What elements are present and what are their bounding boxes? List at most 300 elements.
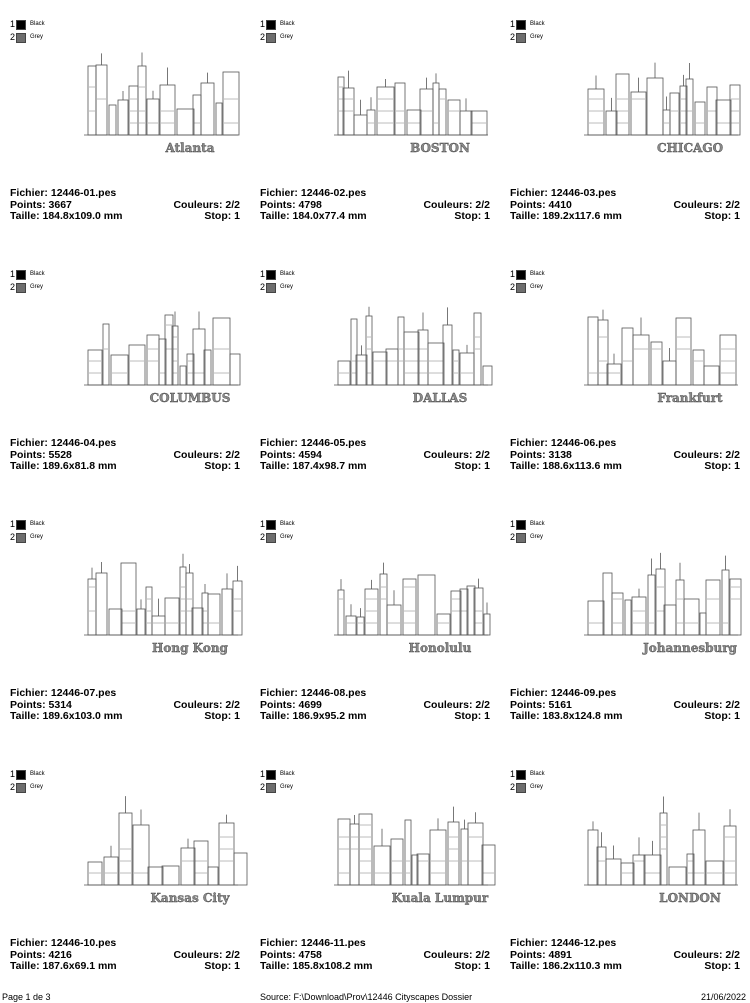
city-name-lettering: BOSTON — [410, 141, 470, 155]
size-label: Taille: — [260, 960, 290, 972]
legend-number: 1 — [10, 269, 16, 279]
city-name-lettering: Kuala Lumpur — [391, 891, 489, 905]
design-card — [500, 250, 750, 500]
color-swatch — [266, 20, 276, 30]
color-swatch — [516, 520, 526, 530]
city-name-lettering: Frankfurt — [657, 391, 723, 405]
legend-entry — [510, 18, 545, 31]
legend-entry — [10, 768, 45, 781]
stop-field — [704, 961, 740, 973]
legend-color-name: Black — [30, 771, 45, 777]
design-card — [250, 250, 500, 500]
legend-number: 2 — [260, 282, 266, 292]
legend-number: 1 — [260, 769, 266, 779]
size-field — [510, 211, 622, 223]
size-label: Taille: — [260, 210, 290, 222]
file-name: 12446-12.pes — [550, 937, 617, 949]
color-swatch — [266, 533, 276, 543]
legend-color-name: Black — [280, 521, 295, 527]
legend-number: 1 — [260, 19, 266, 29]
colors-label: Couleurs: — [423, 448, 473, 461]
legend-number: 1 — [510, 519, 516, 529]
color-legend — [10, 518, 45, 544]
file-label: Fichier: — [510, 937, 548, 949]
points-value: 3138 — [548, 448, 572, 461]
file-name: 12446-03.pes — [550, 187, 617, 199]
color-swatch — [516, 533, 526, 543]
city-name-lettering: Honolulu — [408, 641, 472, 655]
design-preview — [70, 290, 250, 410]
legend-entry — [510, 268, 545, 281]
color-legend — [260, 18, 295, 44]
colors-label: Couleurs: — [673, 948, 723, 961]
size-field — [10, 711, 122, 723]
skyline-image — [70, 290, 250, 410]
legend-entry — [260, 268, 295, 281]
points-value: 4758 — [298, 948, 322, 961]
file-name: 12446-05.pes — [300, 437, 367, 449]
city-name-lettering: CHICAGO — [656, 141, 724, 155]
stop-label: Stop: — [704, 960, 732, 972]
colors-label: Couleurs: — [673, 698, 723, 711]
size-field — [510, 461, 622, 473]
color-swatch — [516, 270, 526, 280]
legend-color-name: Grey — [530, 534, 544, 540]
source-path: Source: F:\Download\Prov\12446 Cityscapes Dossier — [260, 992, 473, 1002]
file-label: Fichier: — [260, 187, 298, 199]
legend-entry — [510, 768, 545, 781]
size-row — [510, 211, 740, 223]
color-swatch — [16, 533, 26, 543]
legend-color-name: Grey — [280, 784, 294, 790]
legend-color-name: Grey — [280, 534, 294, 540]
file-name: 12446-01.pes — [50, 187, 117, 199]
stop-value: 1 — [234, 460, 240, 472]
stop-field — [704, 461, 740, 473]
stop-field — [204, 961, 240, 973]
points-label: Points: — [260, 948, 296, 961]
legend-number: 2 — [510, 32, 516, 42]
skyline-drawing — [584, 63, 740, 135]
legend-number: 1 — [10, 519, 16, 529]
design-info — [510, 688, 740, 723]
design-card — [0, 750, 250, 1000]
legend-color-name: Grey — [30, 34, 44, 40]
design-info — [10, 188, 240, 223]
stop-value: 1 — [484, 210, 490, 222]
color-swatch — [16, 770, 26, 780]
legend-entry — [260, 31, 295, 44]
file-label: Fichier: — [10, 437, 48, 449]
points-label: Points: — [260, 448, 296, 461]
skyline-drawing — [84, 554, 242, 635]
file-name: 12446-11.pes — [300, 937, 366, 949]
size-row — [10, 961, 240, 973]
skyline-drawing — [584, 553, 741, 635]
legend-number: 1 — [510, 269, 516, 279]
skyline-drawing — [334, 807, 495, 885]
stop-label: Stop: — [704, 210, 732, 222]
points-value: 5161 — [548, 698, 572, 711]
skyline-image — [320, 40, 500, 160]
points-label: Points: — [260, 198, 296, 211]
size-label: Taille: — [510, 710, 540, 722]
legend-number: 2 — [10, 532, 16, 542]
colors-label: Couleurs: — [173, 198, 223, 211]
stop-label: Stop: — [704, 460, 732, 472]
file-name: 12446-06.pes — [550, 437, 617, 449]
legend-entry — [260, 518, 295, 531]
legend-entry — [10, 518, 45, 531]
color-swatch — [16, 20, 26, 30]
page-number: Page 1 de 3 — [2, 992, 51, 1002]
design-info — [510, 188, 740, 223]
size-row — [10, 461, 240, 473]
colors-value: 2/2 — [725, 948, 740, 961]
size-row — [10, 211, 240, 223]
size-value: 189.6x103.0 mm — [42, 710, 123, 722]
size-field — [10, 211, 122, 223]
skyline-image — [70, 540, 250, 660]
points-label: Points: — [10, 448, 46, 461]
city-name-lettering: Johannesburg — [643, 641, 737, 655]
design-preview — [70, 540, 250, 660]
color-legend — [260, 268, 295, 294]
colors-value: 2/2 — [725, 698, 740, 711]
stop-value: 1 — [734, 210, 740, 222]
colors-value: 2/2 — [225, 948, 240, 961]
color-swatch — [266, 520, 276, 530]
legend-entry — [260, 281, 295, 294]
points-label: Points: — [260, 698, 296, 711]
size-label: Taille: — [260, 460, 290, 472]
legend-color-name: Grey — [280, 34, 294, 40]
size-label: Taille: — [510, 960, 540, 972]
points-value: 4891 — [548, 948, 572, 961]
size-row — [260, 461, 490, 473]
color-swatch — [516, 770, 526, 780]
legend-color-name: Black — [280, 771, 295, 777]
stop-field — [454, 711, 490, 723]
legend-number: 2 — [10, 282, 16, 292]
legend-entry — [10, 531, 45, 544]
color-swatch — [266, 33, 276, 43]
design-info — [10, 438, 240, 473]
stop-field — [704, 211, 740, 223]
size-label: Taille: — [260, 710, 290, 722]
skyline-drawing — [84, 311, 240, 385]
legend-number: 2 — [10, 782, 16, 792]
points-label: Points: — [510, 948, 546, 961]
points-value: 5314 — [48, 698, 72, 711]
legend-entry — [510, 781, 545, 794]
color-swatch — [16, 283, 26, 293]
legend-entry — [260, 781, 295, 794]
legend-entry — [510, 518, 545, 531]
colors-value: 2/2 — [725, 198, 740, 211]
legend-entry — [510, 531, 545, 544]
colors-label: Couleurs: — [423, 698, 473, 711]
design-card — [250, 0, 500, 250]
size-value: 187.4x98.7 mm — [292, 460, 367, 472]
file-label: Fichier: — [260, 437, 298, 449]
size-value: 183.8x124.8 mm — [542, 710, 623, 722]
design-preview — [570, 40, 750, 160]
design-card — [250, 500, 500, 750]
colors-value: 2/2 — [725, 448, 740, 461]
size-row — [510, 961, 740, 973]
skyline-drawing — [84, 52, 239, 135]
file-name: 12446-07.pes — [50, 687, 117, 699]
color-swatch — [266, 270, 276, 280]
file-name: 12446-08.pes — [300, 687, 367, 699]
legend-number: 1 — [260, 269, 266, 279]
legend-entry — [260, 768, 295, 781]
legend-color-name: Black — [280, 271, 295, 277]
skyline-drawing — [84, 796, 247, 885]
points-label: Points: — [10, 948, 46, 961]
size-value: 186.9x95.2 mm — [292, 710, 367, 722]
size-label: Taille: — [10, 710, 40, 722]
stop-label: Stop: — [454, 960, 482, 972]
legend-entry — [10, 281, 45, 294]
design-info — [260, 188, 490, 223]
legend-color-name: Grey — [30, 284, 44, 290]
size-field — [10, 461, 117, 473]
legend-color-name: Black — [530, 771, 545, 777]
legend-color-name: Black — [530, 521, 545, 527]
size-value: 184.8x109.0 mm — [42, 210, 123, 222]
design-info — [260, 688, 490, 723]
print-date: 21/06/2022 — [700, 992, 746, 1002]
stop-value: 1 — [484, 710, 490, 722]
points-value: 4699 — [298, 698, 322, 711]
file-label: Fichier: — [10, 187, 48, 199]
file-label: Fichier: — [10, 937, 48, 949]
city-name-lettering: DALLAS — [412, 391, 468, 405]
points-value: 5528 — [48, 448, 72, 461]
file-name: 12446-04.pes — [50, 437, 117, 449]
color-legend — [510, 268, 545, 294]
legend-color-name: Grey — [530, 34, 544, 40]
legend-number: 1 — [510, 19, 516, 29]
legend-entry — [10, 781, 45, 794]
size-value: 184.0x77.4 mm — [292, 210, 367, 222]
points-value: 3667 — [48, 198, 72, 211]
design-card — [0, 0, 250, 250]
size-value: 187.6x69.1 mm — [42, 960, 117, 972]
stop-label: Stop: — [204, 210, 232, 222]
design-info — [10, 938, 240, 973]
skyline-image — [320, 790, 500, 910]
points-label: Points: — [510, 698, 546, 711]
color-swatch — [266, 770, 276, 780]
legend-entry — [510, 281, 545, 294]
legend-color-name: Black — [30, 21, 45, 27]
stop-label: Stop: — [454, 710, 482, 722]
file-name: 12446-09.pes — [550, 687, 617, 699]
stop-value: 1 — [734, 960, 740, 972]
size-field — [10, 961, 117, 973]
stop-field — [454, 961, 490, 973]
color-swatch — [516, 20, 526, 30]
legend-color-name: Grey — [280, 284, 294, 290]
design-card — [250, 750, 500, 1000]
legend-entry — [10, 18, 45, 31]
points-label: Points: — [510, 198, 546, 211]
design-preview — [70, 790, 250, 910]
design-preview — [320, 290, 500, 410]
stop-label: Stop: — [204, 710, 232, 722]
file-label: Fichier: — [10, 687, 48, 699]
size-field — [260, 961, 372, 973]
legend-entry — [260, 531, 295, 544]
stop-field — [204, 461, 240, 473]
stop-value: 1 — [484, 960, 490, 972]
design-info — [510, 438, 740, 473]
skyline-image — [70, 790, 250, 910]
points-value: 4798 — [298, 198, 322, 211]
skyline-drawing — [334, 307, 492, 385]
color-swatch — [266, 283, 276, 293]
legend-color-name: Grey — [530, 284, 544, 290]
legend-color-name: Grey — [530, 784, 544, 790]
legend-number: 1 — [10, 769, 16, 779]
skyline-drawing — [334, 71, 488, 135]
legend-color-name: Black — [530, 271, 545, 277]
stop-field — [454, 461, 490, 473]
design-info — [260, 938, 490, 973]
points-value: 4594 — [298, 448, 322, 461]
stop-field — [454, 211, 490, 223]
color-swatch — [16, 33, 26, 43]
points-label: Points: — [10, 198, 46, 211]
size-row — [260, 961, 490, 973]
color-swatch — [16, 520, 26, 530]
size-value: 185.8x108.2 mm — [292, 960, 373, 972]
legend-color-name: Grey — [30, 534, 44, 540]
stop-label: Stop: — [204, 460, 232, 472]
legend-number: 2 — [260, 32, 266, 42]
stop-label: Stop: — [204, 960, 232, 972]
colors-value: 2/2 — [225, 448, 240, 461]
size-field — [510, 961, 622, 973]
file-name: 12446-10.pes — [50, 937, 117, 949]
file-name: 12446-02.pes — [300, 187, 367, 199]
stop-field — [204, 711, 240, 723]
size-field — [260, 211, 367, 223]
legend-entry — [10, 31, 45, 44]
color-swatch — [516, 283, 526, 293]
file-label: Fichier: — [510, 187, 548, 199]
size-row — [10, 711, 240, 723]
stop-value: 1 — [484, 460, 490, 472]
colors-value: 2/2 — [475, 948, 490, 961]
size-label: Taille: — [10, 960, 40, 972]
stop-value: 1 — [734, 460, 740, 472]
city-name-lettering: Atlanta — [165, 141, 215, 155]
city-name-lettering: Hong Kong — [152, 641, 228, 655]
legend-number: 2 — [510, 282, 516, 292]
design-info — [510, 938, 740, 973]
design-card — [500, 750, 750, 1000]
size-label: Taille: — [10, 210, 40, 222]
legend-color-name: Grey — [30, 784, 44, 790]
color-legend — [10, 268, 45, 294]
file-label: Fichier: — [510, 437, 548, 449]
file-label: Fichier: — [260, 937, 298, 949]
color-swatch — [516, 783, 526, 793]
legend-number: 2 — [510, 532, 516, 542]
design-preview — [570, 290, 750, 410]
colors-value: 2/2 — [475, 448, 490, 461]
color-legend — [260, 768, 295, 794]
stop-value: 1 — [234, 710, 240, 722]
legend-number: 2 — [260, 782, 266, 792]
stop-value: 1 — [234, 210, 240, 222]
colors-label: Couleurs: — [173, 698, 223, 711]
size-label: Taille: — [510, 460, 540, 472]
points-label: Points: — [510, 448, 546, 461]
color-swatch — [516, 33, 526, 43]
size-value: 189.2x117.6 mm — [542, 210, 622, 222]
size-field — [510, 711, 622, 723]
points-value: 4410 — [548, 198, 572, 211]
size-value: 188.6x113.6 mm — [542, 460, 622, 472]
page-footer — [0, 991, 750, 1003]
colors-label: Couleurs: — [673, 448, 723, 461]
design-preview — [320, 790, 500, 910]
color-legend — [260, 518, 295, 544]
skyline-image — [570, 790, 750, 910]
design-preview — [570, 790, 750, 910]
legend-number: 1 — [260, 519, 266, 529]
stop-label: Stop: — [454, 460, 482, 472]
points-label: Points: — [10, 698, 46, 711]
size-field — [260, 711, 367, 723]
color-swatch — [266, 783, 276, 793]
skyline-image — [570, 540, 750, 660]
stop-field — [704, 711, 740, 723]
size-label: Taille: — [510, 210, 540, 222]
colors-value: 2/2 — [225, 698, 240, 711]
size-label: Taille: — [10, 460, 40, 472]
skyline-image — [320, 290, 500, 410]
design-info — [260, 438, 490, 473]
legend-entry — [10, 268, 45, 281]
skyline-drawing — [584, 310, 738, 385]
size-row — [260, 211, 490, 223]
design-preview — [570, 540, 750, 660]
size-value: 189.6x81.8 mm — [42, 460, 117, 472]
color-legend — [510, 18, 545, 44]
design-card — [500, 500, 750, 750]
colors-label: Couleurs: — [423, 198, 473, 211]
color-swatch — [16, 270, 26, 280]
stop-value: 1 — [734, 710, 740, 722]
size-row — [260, 711, 490, 723]
legend-number: 2 — [510, 782, 516, 792]
colors-label: Couleurs: — [173, 948, 223, 961]
design-preview — [320, 40, 500, 160]
size-row — [510, 711, 740, 723]
city-name-lettering: LONDON — [659, 891, 721, 905]
stop-value: 1 — [234, 960, 240, 972]
design-card — [0, 500, 250, 750]
color-legend — [10, 18, 45, 44]
legend-number: 2 — [10, 32, 16, 42]
legend-number: 1 — [510, 769, 516, 779]
